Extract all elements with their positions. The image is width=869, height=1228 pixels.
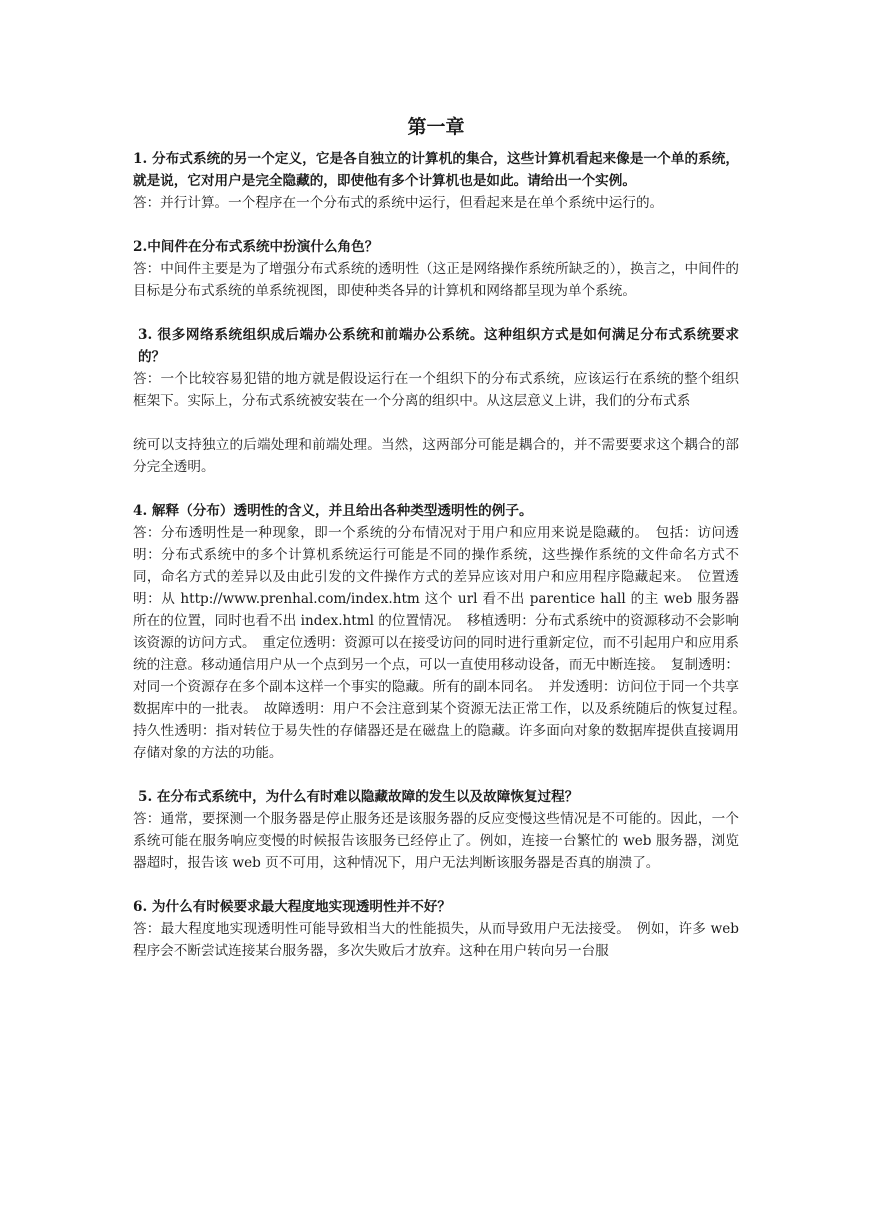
document-page	[133, 112, 753, 984]
question-5: 5. 在分布式系统中，为什么有时难以隐藏故障的发生以及故障恢复过程？	[138, 789, 579, 805]
question-4: 4. 解释（分布）透明性的含义，并且给出各种类型透明性的例子。	[133, 503, 533, 519]
section-4	[133, 500, 753, 764]
answer-2: 答：中间件主要是为了增强分布式系统的透明性（这正是网络操作系统所缺乏的），换言之，中间件的目标是分布式系统的单系统视图，即使种类各异的计算机和网络都呈现为单个系统。	[133, 261, 739, 299]
answer-3-continued: 统可以支持独立的后端处理和前端处理。当然，这两部分可能是耦合的，并不需要要求这个耦合的部分完全透明。	[133, 437, 739, 475]
answer-1: 答：并行计算。一个程序在一个分布式的系统中运行，但看起来是在单个系统中运行的。	[133, 195, 664, 211]
section-1	[133, 148, 739, 214]
answer-6: 答：最大程度地实现透明性可能导致相当大的性能损失，从而导致用户无法接受。 例如，许多 web 程序会不断尝试连接某台服务器，多次失败后才放弃。这种在用户转向另一台服	[133, 921, 739, 959]
section-6	[133, 896, 739, 962]
answer-4: 答：分布透明性是一种现象，即一个系统的分布情况对于用户和应用来说是隐藏的。 包括：访问透明：分布式系统中的多个计算机系统运行可能是不同的操作系统，这些操作系统的文件命名方式不同，命名方式的差异以及由此引发的文件操作方式的差异应该对用户和应用程序隐藏起来。 位置透明：从 http://www.prenhal.com/index.htm 这个 url 看不出 parentice hall 的主 web 服务器所在的位置，同时也看不出 index.html 的位置情况。 移植透明：分布式系统中的资源移动不会影响该资源的访问方式。 重定位透明：资源可以在接受访问的同时进行重新定位，而不引起用户和应用系统的注意。移动通信用户从一个点到另一个点，可以一直使用移动设备，而无中断连接。 复制透明：对同一个资源存在多个副本这样一个事实的隐藏。所有的副本同名。 并发透明：访问位于同一个共享数据库中的一批表。 故障透明：用户不会注意到某个资源无法正常工作，以及系统随后的恢复过程。 持久性透明：指对转位于易失性的存储器还是在磁盘上的隐藏。许多面向对象的数据库提供直接调用存储对象的方法的功能。	[133, 525, 753, 761]
answer-5: 答：通常，要探测一个服务器是停止服务还是该服务器的反应变慢这些情况是不可能的。因此，一个系统可能在服务响应变慢的时候报告该服务已经停止了。例如，连接一台繁忙的 web 服务器，浏览器超时，报告该 web 页不可用，这种情况下，用户无法判断该服务器是否真的崩溃了。	[133, 811, 739, 871]
question-6: 6. 为什么有时候要求最大程度地实现透明性并不好？	[133, 899, 451, 915]
question-3: 3. 很多网络系统组织成后端办公系统和前端办公系统。这种组织方式是如何满足分布式系统要求的？	[138, 327, 739, 365]
question-1: 1. 分布式系统的另一个定义，它是各自独立的计算机的集合，这些计算机看起来像是一个单的系统，就是说，它对用户是完全隐藏的，即使他有多个计算机也是如此。请给出一个实例。	[133, 151, 739, 189]
section-3	[133, 324, 739, 478]
chapter-title: 第一章	[407, 116, 465, 138]
section-2	[133, 236, 739, 302]
question-2: 2.中间件在分布式系统中扮演什么角色？	[133, 239, 379, 255]
answer-3: 答：一个比较容易犯错的地方就是假设运行在一个组织下的分布式系统，应该运行在系统的整个组织框架下。实际上，分布式系统被安装在一个分离的组织中。从这层意义上讲，我们的分布式系	[133, 371, 739, 409]
section-5	[133, 786, 739, 874]
